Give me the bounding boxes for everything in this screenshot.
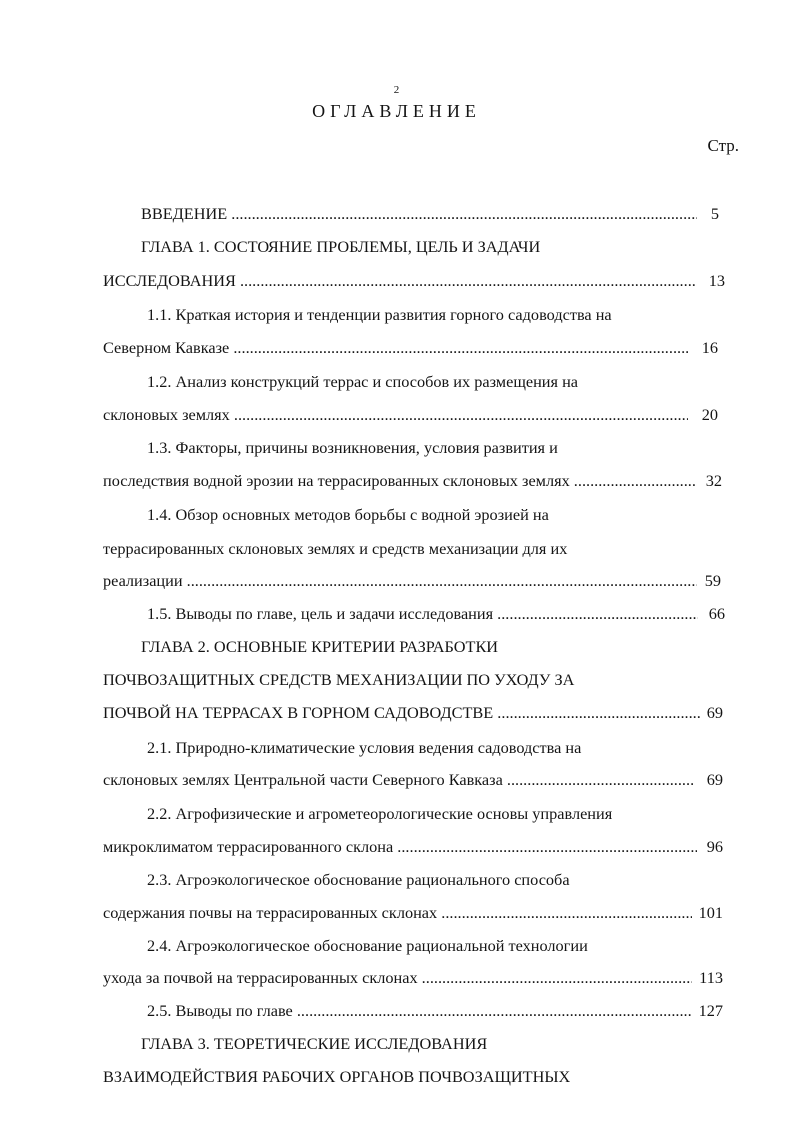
- toc-entry-continuation: склоновых землях Центральной части Северного Кавказа .....: [103, 770, 693, 790]
- toc-entry-continuation: ухода за почвой на террасированных склонах .....: [103, 968, 692, 988]
- toc-entry-continuation: последствия водной эрозии на террасированных склоновых землях .....: [103, 471, 697, 491]
- toc-entry-page: 101: [698, 903, 723, 922]
- toc-entry-page: 127: [698, 1001, 723, 1020]
- toc-entry-title: ГЛАВА 3. ТЕОРЕТИЧЕСКИЕ ИССЛЕДОВАНИЯ: [141, 1034, 488, 1053]
- toc-entry-continuation: террасированных склоновых землях и средств механизации для их: [103, 539, 568, 558]
- page-title: ОГЛАВЛЕНИЕ: [312, 101, 481, 121]
- toc-entry-title: 1.3. Факторы, причины возникновения, условия развития и: [147, 438, 558, 457]
- toc-entry-page: 96: [706, 837, 723, 856]
- toc-entry-title: 2.1. Природно-климатические условия ведения садоводства на: [147, 738, 582, 757]
- toc-entry-continuation: реализации .....: [103, 571, 697, 591]
- toc-entry-continuation: ПОЧВОЗАЩИТНЫХ СРЕДСТВ МЕХАНИЗАЦИИ ПО УХОДУ ЗА: [103, 670, 575, 689]
- toc-entry-title: ГЛАВА 1. СОСТОЯНИЕ ПРОБЛЕМЫ, ЦЕЛЬ И ЗАДАЧИ: [141, 237, 541, 256]
- toc-entry-title: 1.1. Краткая история и тенденции развития горного садоводства на: [147, 305, 612, 324]
- toc-entry-title: ГЛАВА 2. ОСНОВНЫЕ КРИТЕРИИ РАЗРАБОТКИ: [141, 637, 499, 656]
- toc-entry-page: 32: [705, 471, 722, 490]
- toc-entry-title: 1.4. Обзор основных методов борьбы с водной эрозией на: [147, 505, 549, 524]
- toc-entry-page: 16: [701, 338, 718, 357]
- toc-entry-continuation: ПОЧВОЙ НА ТЕРРАСАХ В ГОРНОМ САДОВОДСТВЕ .....: [103, 703, 700, 723]
- toc-entry-continuation: склоновых землях .....: [103, 405, 688, 425]
- toc-entry-page: 69: [706, 770, 723, 789]
- toc-entry-title: 2.2. Агрофизические и агрометеорологические основы управления: [147, 804, 613, 823]
- toc-entry-continuation: ВЗАИМОДЕЙСТВИЯ РАБОЧИХ ОРГАНОВ ПОЧВОЗАЩИТНЫХ: [103, 1067, 571, 1086]
- toc-entry-page: 113: [699, 968, 723, 987]
- toc-entry-title: 2.3. Агроэкологическое обоснование рационального способа: [147, 870, 570, 889]
- page-column-label: Стр.: [707, 136, 739, 155]
- toc-entry-title: 2.5. Выводы по главе .....: [147, 1001, 692, 1021]
- toc-entry-page: 69: [706, 703, 723, 722]
- toc-entry-continuation: ИССЛЕДОВАНИЯ .....: [103, 271, 697, 291]
- toc-entry-page: 66: [708, 604, 725, 623]
- toc-entry-title: 1.2. Анализ конструкций террас и способов их размещения на: [147, 372, 579, 391]
- toc-entry-title: 2.4. Агроэкологическое обоснование рациональной технологии: [147, 936, 588, 955]
- toc-entry-page: 5: [710, 204, 719, 223]
- toc-entry-continuation: содержания почвы на террасированных склонах .....: [103, 903, 692, 923]
- toc-entry-page: 20: [701, 405, 718, 424]
- toc-entry-title: 1.5. Выводы по главе, цель и задачи исследования .....: [147, 604, 698, 624]
- toc-entry-page: 59: [704, 571, 721, 590]
- page-number: 2: [393, 84, 400, 96]
- toc-entry-continuation: микроклиматом террасированного склона .....: [103, 837, 697, 857]
- toc-entry-page: 13: [708, 271, 725, 290]
- toc-entry-title: ВВЕДЕНИЕ .....: [141, 204, 697, 224]
- toc-entry-continuation: Северном Кавказе .....: [103, 338, 688, 358]
